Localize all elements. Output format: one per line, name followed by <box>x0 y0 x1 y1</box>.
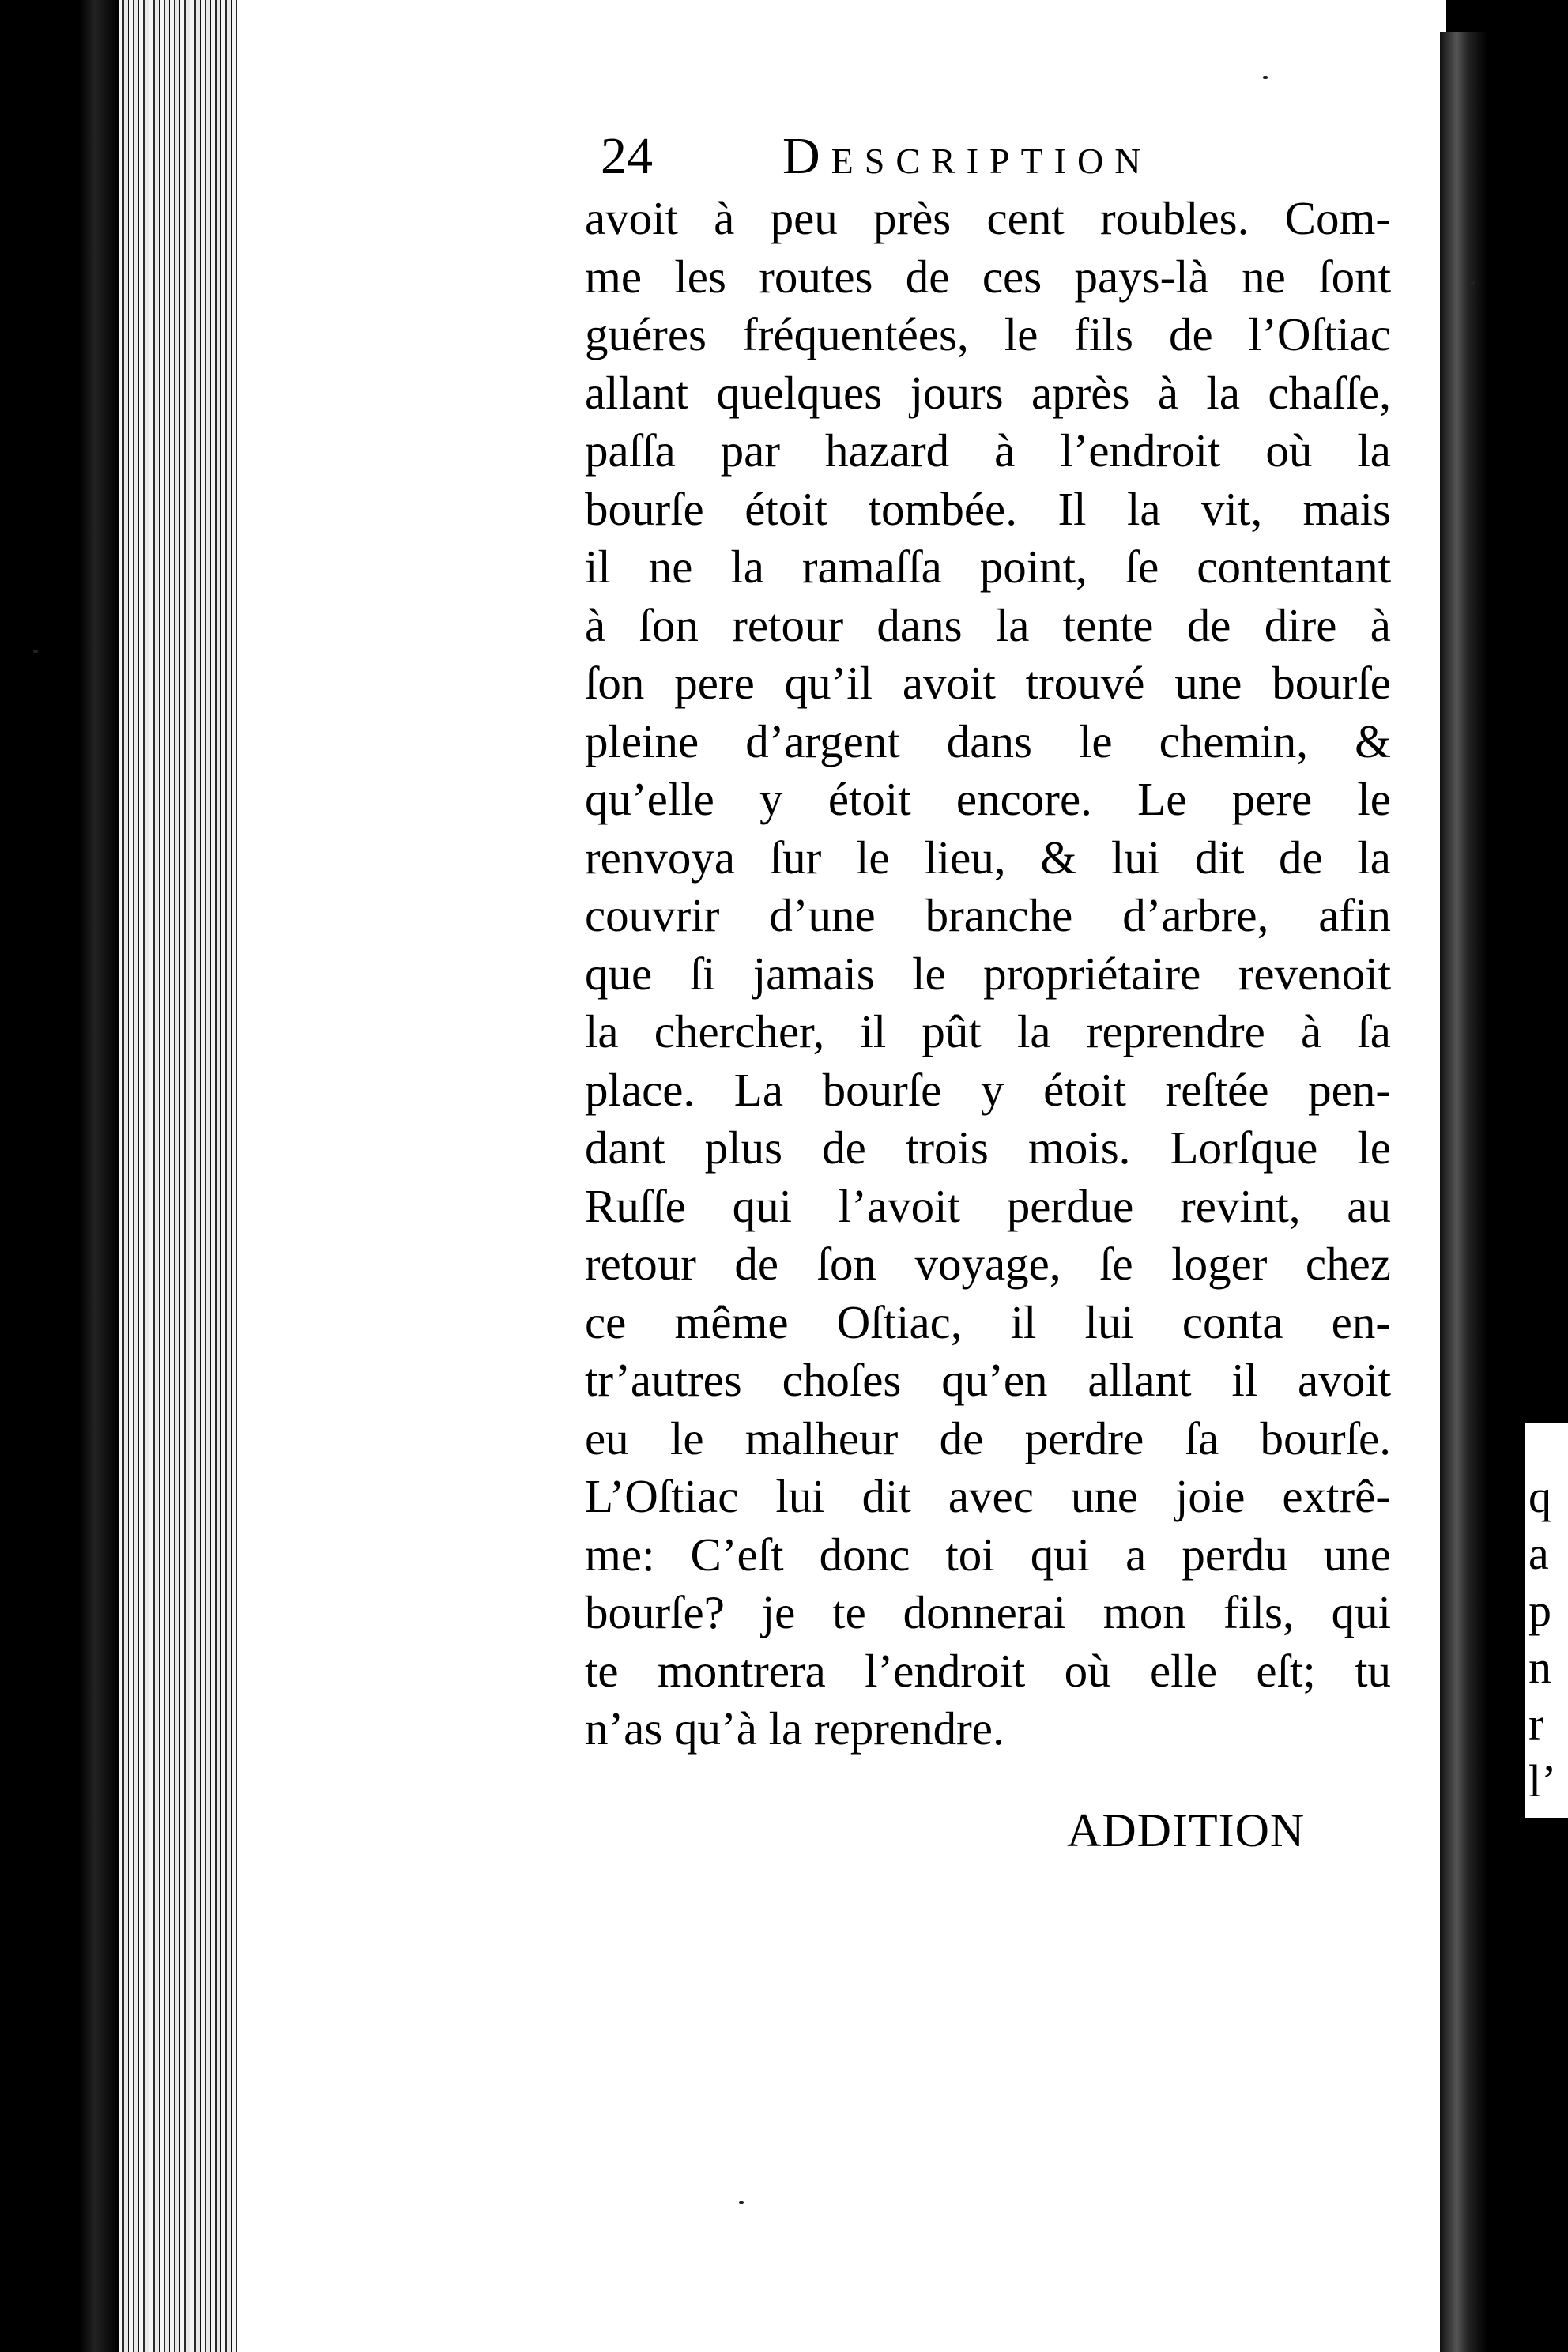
text-line: me les routes de ces pays-là ne ſont <box>585 250 1391 303</box>
text-line: la chercher, il pût la reprendre à ſa <box>585 1005 1391 1057</box>
text-line: bourſe étoit tombée. Il la vit, mais <box>585 482 1391 535</box>
text-line: place. La bourſe y étoit reſtée pen- <box>585 1063 1391 1116</box>
text-line: ce même Oſtiac, il lui conta en- <box>585 1295 1391 1348</box>
text-line: retour de ſon voyage, ſe loger chez <box>585 1238 1391 1290</box>
ink-speck <box>1263 76 1268 79</box>
book-edge-shadow <box>79 0 119 2352</box>
text-line: dant plus de trois mois. Lorſque le <box>585 1121 1391 1174</box>
page-number: 24 <box>601 127 653 185</box>
text-line: pleine d’argent dans le chemin, & <box>585 714 1391 767</box>
text-line: qu’elle y étoit encore. Le pere le <box>585 773 1391 825</box>
text-line: tr’autres choſes qu’en allant il avoit <box>585 1354 1391 1406</box>
text-line: à ſon retour dans la tente de dire à <box>585 598 1391 651</box>
text-line: Ruſſe qui l’avoit perdue revint, au <box>585 1179 1391 1232</box>
ink-speck <box>739 2201 744 2204</box>
text-line: ſon pere qu’il avoit trouvé une bourſe <box>585 657 1391 709</box>
ink-speck <box>1470 281 1475 285</box>
text-line: n’as qu’à la reprendre. <box>585 1702 1004 1755</box>
text-line: couvrir d’une branche d’arbre, afin <box>585 889 1391 941</box>
running-title: Description <box>782 127 1152 185</box>
text-line: renvoya ſur le lieu, & lui dit de la <box>585 831 1391 884</box>
page-edges-left <box>119 0 245 2352</box>
text-line: te montrera l’endroit où elle eſt; tu <box>585 1644 1391 1697</box>
body-text <box>585 190 1391 1758</box>
ink-speck <box>33 650 38 653</box>
book-gutter <box>1440 32 1487 2352</box>
facing-page <box>1502 0 1568 2352</box>
text-line: eu le malheur de perdre ſa bourſe. <box>585 1412 1391 1464</box>
text-line: me: C’eſt donc toi qui a perdu une <box>585 1528 1391 1581</box>
text-line: paſſa par hazard à l’endroit où la <box>585 424 1391 477</box>
facing-page-fragment: q a p n r l’ <box>1528 1471 1557 1807</box>
text-line: il ne la ramaſſa point, ſe contentant <box>585 541 1391 593</box>
text-line: allant quelques jours après à la chaſſe, <box>585 366 1391 419</box>
catchword: ADDITION <box>1067 1804 1306 1856</box>
running-head <box>601 126 1391 190</box>
text-line: guéres fréquentées, le fils de l’Oſtiac <box>585 308 1391 360</box>
text-line: avoit à peu près cent roubles. Com- <box>585 192 1391 244</box>
text-line: bourſe? je te donnerai mon fils, qui <box>585 1586 1391 1638</box>
text-line: que ſi jamais le propriétaire revenoit <box>585 947 1391 1000</box>
text-line: L’Oſtiac lui dit avec une joie extrê- <box>585 1470 1391 1522</box>
